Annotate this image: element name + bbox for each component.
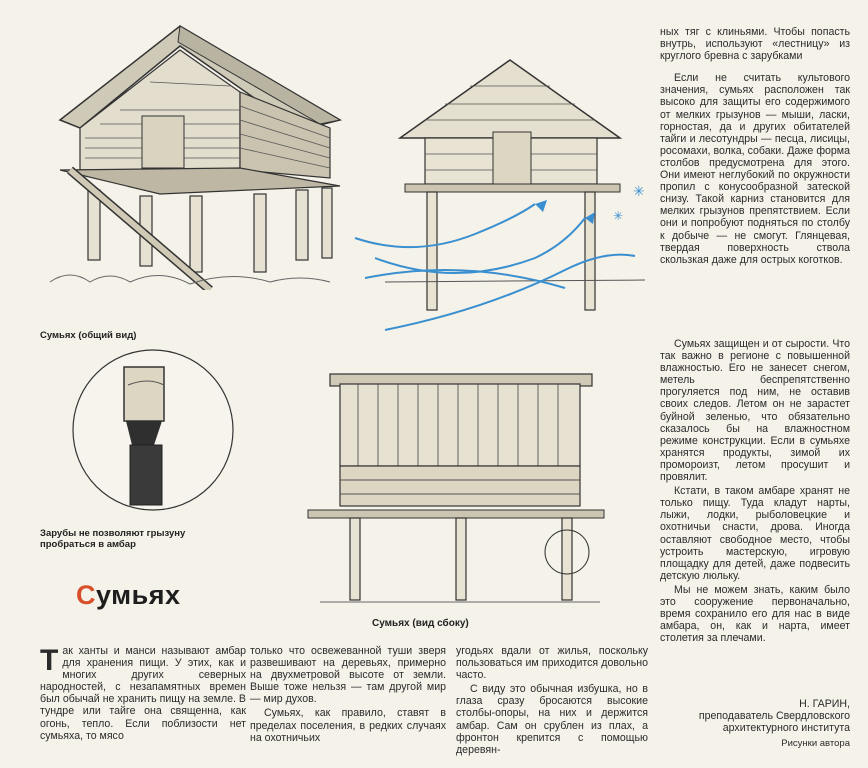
caption-general-view: Сумьях (общий вид) bbox=[40, 330, 137, 341]
svg-text:✳: ✳ bbox=[613, 209, 624, 223]
svg-text:✳: ✳ bbox=[633, 184, 645, 200]
right-paragraph-3: Сумьях защищен и от сырости. Что так важно в регионе с повышенной влажностью. Его не занесет снегом, метель беспрепятственно прогуляется под ним, не оставив своих следов. Летом он не зарастет буйной зеленью, что обязательно сказалось бы на влажностном режиме конструкции. Если в сумьяхе хранятся продукты, зимой их промороизт, летом просушит и провялит. bbox=[660, 338, 850, 484]
illustration-general-view bbox=[40, 20, 390, 290]
illustration-side-view bbox=[300, 370, 620, 610]
article-title bbox=[76, 580, 181, 611]
title-rest: умьях bbox=[96, 580, 181, 610]
col2-paragraph-2: Сумьях, как правило, ставят в пределах поселения, в редких случаях на охотничьих bbox=[250, 707, 446, 744]
text-column-right-bottom bbox=[660, 338, 850, 644]
col2-paragraph-1: только что освежеванной туши зверя развешивают на деревьях, примерно на двухметровой высоте от земли. Выше тоже нельзя — там другой мир — мир духов. bbox=[250, 645, 446, 706]
author-name: Н. ГАРИН, bbox=[799, 698, 850, 710]
caption-notches-line-1: Зарубы не позволяют грызуну bbox=[40, 528, 186, 539]
col3-paragraph-1: угодьях вдали от жилья, поскольку пользоваться им приходится довольно часто. bbox=[456, 645, 648, 682]
caption-notches bbox=[40, 528, 185, 550]
right-paragraph-1: ных тяг с клиньями. Чтобы попасть внутрь, используют «лестницу» из круглого бревна с зарубками bbox=[660, 26, 850, 63]
text-column-right-top bbox=[660, 26, 850, 266]
illustration-front-view bbox=[345, 58, 665, 358]
right-paragraph-2: Если не считать культового значения, сумьях расположен так высоко для защиты его содержимого от мелких грызунов — мыши, ласки, горностая, да и других обитателей тайги и лесотундры — песца, лисицы, росомахи, волка, собаки. Даже форма столбов предусмотрена для этого. Они имеют неглубокий по окружности пропил с конусообразной затеской снизу. Такой карниз становится для мелких грызунов препятствием. Если они и попробуют подняться по столбу к добыче — не смогут. Глянцевая, твердая поверхность ствола скользкая даже для острых коготков. bbox=[660, 72, 850, 266]
text-column-1 bbox=[40, 645, 246, 742]
drop-cap: Т bbox=[40, 644, 59, 677]
drawing-credits: Рисунки автора bbox=[781, 738, 850, 749]
author-role-line-2: архитектурного института bbox=[722, 722, 850, 734]
right-paragraph-4: Кстати, в таком амбаре хранят не только пищу. Туда кладут нарты, лыжи, лодки, рыболовецкие и охотничьи снасти, дрова. Иногда оставляют свободное место, чтобы устроить мастерскую, игровую площадку для детей, даже подвесить детскую люльку. bbox=[660, 485, 850, 582]
col1-paragraph: ак ханты и манси называют амбар для хранения пищи. У этих, как и многих других северных народностей, с незапамятных времен был обычай не хранить пищу на земле. В тундре или тайге она священна, как огонь, тепло. Если поблизости нет сумьяха, то мясо bbox=[40, 645, 246, 742]
caption-side-view: Сумьях (вид сбоку) bbox=[372, 618, 469, 629]
author-signature bbox=[640, 698, 850, 750]
caption-notches-line-2: пробраться в амбар bbox=[40, 539, 136, 550]
author-role-line-1: преподаватель Свердловского bbox=[698, 710, 850, 722]
title-first-letter: С bbox=[76, 580, 96, 610]
right-paragraph-5: Мы не можем знать, каким было это сооружение первоначально, время сохранило его для нас в виде амбара, он, как и нарта, имеет столетия за плечами. bbox=[660, 583, 850, 645]
text-column-3 bbox=[456, 645, 648, 756]
text-column-2 bbox=[250, 645, 446, 744]
col3-paragraph-2: С виду это обычная избушка, но в глаза сразу бросаются высокие столбы-опоры, на них и держится амбар. Сам он срублен из плах, а фронтон крепится с помощью деревян- bbox=[456, 683, 648, 756]
illustration-post-detail bbox=[68, 345, 238, 515]
